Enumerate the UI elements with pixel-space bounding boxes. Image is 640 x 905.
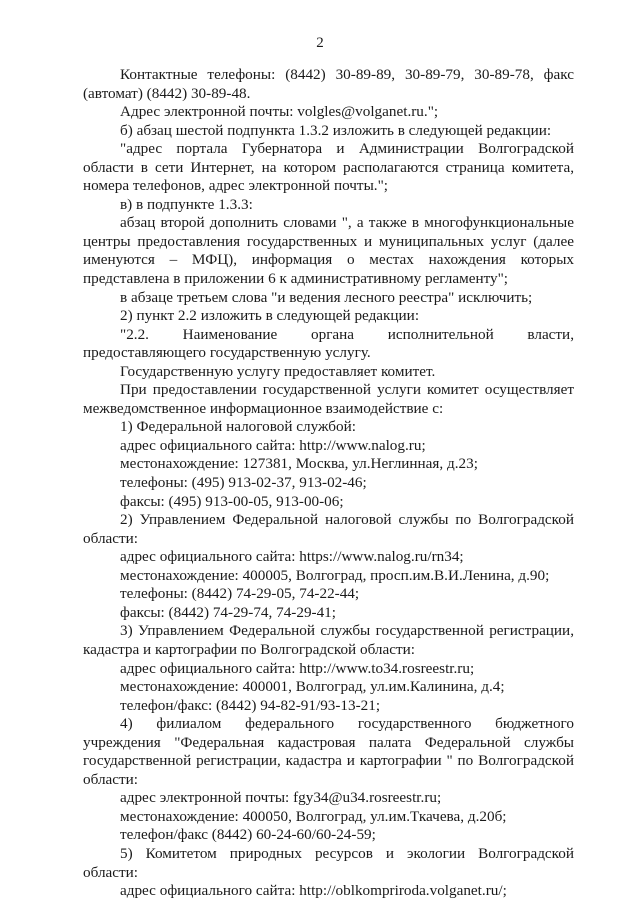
paragraph: абзац второй дополнить словами ", а также в многофункциональные центры предоставления государственных и муниципальных услуг (далее именуются – МФЦ), информация о местах нахождения которых представлена в приложении 6 к административному регламенту"; xyxy=(83,214,574,288)
paragraph: 4) филиалом федерального государственного бюджетного учреждения "Федеральная кадастровая палата Федеральной службы государственной регистрации, кадастра и картографии " по Волгоградской области: xyxy=(83,715,574,788)
paragraph: б) абзац шестой подпункта 1.3.2 изложить в следующей редакции: xyxy=(120,121,552,139)
paragraph: 2) Управлением Федеральной налоговой службы по Волгоградской области: xyxy=(83,511,574,547)
paragraph: телефоны: (495) 913-02-37, 913-02-46; xyxy=(120,474,367,492)
paragraph: адрес официального сайта: http://www.to34.rosreestr.ru; xyxy=(120,659,475,677)
paragraph: телефон/факс: (8442) 94-82-91/93-13-21; xyxy=(120,696,381,714)
paragraph: факсы: (495) 913-00-05, 913-00-06; xyxy=(120,492,344,510)
paragraph: Адрес электронной почты: volgles@volganet.ru."; xyxy=(120,103,439,121)
paragraph: 3) Управлением Федеральной службы государственной регистрации, кадастра и картографии по Волгоградской области: xyxy=(83,622,574,658)
paragraph: 1) Федеральной налоговой службой: xyxy=(120,418,356,436)
paragraph: Государственную услугу предоставляет комитет. xyxy=(120,362,436,380)
paragraph: "2.2. Наименование органа исполнительной власти, предоставляющего государственную услугу. xyxy=(83,325,574,362)
paragraph: адрес электронной почты: fgy34@u34.rosreestr.ru; xyxy=(120,789,442,807)
paragraph: адрес официального сайта: http://www.nalog.ru; xyxy=(120,436,426,454)
page-number: 2 xyxy=(316,35,324,51)
paragraph: "адрес портала Губернатора и Администрации Волгоградской области в сети Интернет, на котором располагаются страница комитета, номера телефонов, адрес электронной почты."; xyxy=(83,140,574,195)
paragraph: адрес официального сайта: http://oblkompriroda.volganet.ru/; xyxy=(120,882,507,900)
paragraph: адрес официального сайта: https://www.nalog.ru/rn34; xyxy=(120,548,464,566)
paragraph: телефон/факс (8442) 60-24-60/60-24-59; xyxy=(120,826,376,844)
document-body xyxy=(83,66,574,901)
paragraph: местонахождение: 127381, Москва, ул.Неглинная, д.23; xyxy=(120,455,478,473)
paragraph: факсы: (8442) 74-29-74, 74-29-41; xyxy=(120,603,336,621)
paragraph: 5) Комитетом природных ресурсов и экологии Волгоградской области: xyxy=(83,844,574,881)
paragraph: местонахождение: 400005, Волгоград, просп.им.В.И.Ленина, д.90; xyxy=(120,566,550,584)
paragraph: телефоны: (8442) 74-29-05, 74-22-44; xyxy=(120,585,360,603)
paragraph: Контактные телефоны: (8442) 30-89-89, 30-89-79, 30-89-78, факс (автомат) (8442) 30-89-48. xyxy=(83,66,574,102)
paragraph: в) в подпункте 1.3.3: xyxy=(120,195,253,213)
paragraph: местонахождение: 400050, Волгоград, ул.им.Ткачева, д.20б; xyxy=(120,807,507,825)
paragraph: При предоставлении государственной услуги комитет осуществляет межведомственное информационное взаимодействие с: xyxy=(83,381,574,417)
paragraph: местонахождение: 400001, Волгоград, ул.им.Калинина, д.4; xyxy=(120,678,505,696)
paragraph: 2) пункт 2.2 изложить в следующей редакции: xyxy=(120,307,420,325)
paragraph: в абзаце третьем слова "и ведения лесного реестра" исключить; xyxy=(120,288,533,306)
